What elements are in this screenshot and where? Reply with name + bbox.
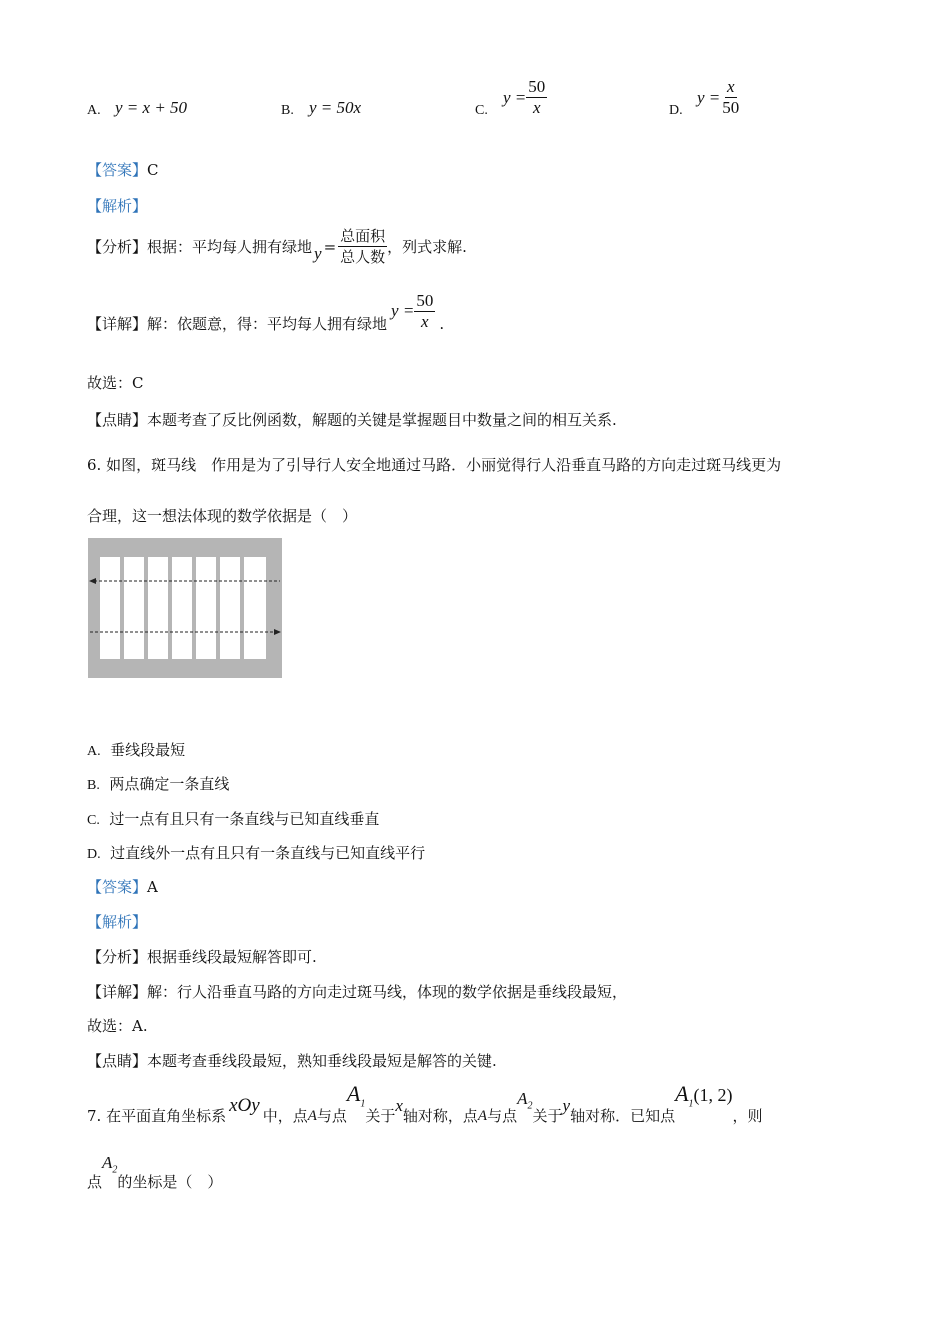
q6-option-a (87, 740, 185, 762)
option-text: 两点确定一条直线 (109, 775, 230, 793)
q7-point-a1-sub: 1 (360, 1098, 366, 1109)
option-d-denominator: 50 (722, 98, 740, 117)
q6-option-c (87, 809, 379, 831)
q7-point-a2-letter: A (102, 1152, 113, 1172)
q7-point-a2-sub: 2 (527, 1100, 533, 1111)
q7-point-a2 (102, 1153, 117, 1180)
q7-point-a1 (346, 1080, 366, 1114)
q7-text: 轴对称．已知点 (570, 1107, 676, 1125)
q7-point-a2 (517, 1089, 532, 1116)
fenxi-tag: 【分析】 (87, 948, 148, 966)
option-c-denominator: x (533, 98, 541, 117)
fenxi-text: 根据：平均每人拥有绿地 (147, 237, 313, 256)
zebra-stripe (172, 557, 192, 659)
answer-value: A (147, 878, 158, 896)
zebra-crossing-figure (88, 538, 282, 678)
q7-text: 的坐标是（ ） (117, 1173, 223, 1191)
option-label: D. (87, 847, 101, 862)
option-label: C. (87, 813, 100, 828)
fenxi-tag: 【分析】 (87, 237, 148, 256)
q7-point-a1-letter: A (346, 1080, 361, 1106)
q6-xiangjie (87, 982, 627, 1002)
q6-dianjing (87, 1051, 497, 1071)
fenxi-numerator: 总面积 (340, 227, 386, 245)
fenxi-eq: = (323, 237, 337, 256)
option-text: 过直线外一点有且只有一条直线与已知直线平行 (110, 844, 426, 862)
q6-stem-line-2: 合理，这一想法体现的数学依据是（ ） (87, 507, 358, 525)
fenxi-denominator: 总人数 (340, 248, 386, 266)
zebra-stripe (244, 557, 266, 659)
xiangjie-tail: . (439, 315, 445, 333)
dianjing-text: 本题考查了反比例函数，解题的关键是掌握题目中数量之间的相互关系. (147, 411, 617, 429)
q7-point-a2-letter: A (517, 1088, 528, 1108)
option-b-label: B. (281, 103, 294, 118)
q6-analysis-tag: 【解析】 (87, 913, 148, 931)
q6-fenxi (87, 947, 317, 967)
q7-text: 点 (87, 1173, 103, 1191)
option-d-lhs: y = (697, 87, 721, 107)
option-c-fraction (526, 77, 547, 118)
q7-point-a: A (307, 1108, 317, 1124)
option-c-expression (503, 77, 547, 118)
q6-answer (87, 877, 158, 897)
q7-text: 7. 在平面直角坐标系 (87, 1107, 227, 1125)
q5-fenxi (87, 226, 467, 267)
option-b-expression: y = 50x (309, 98, 362, 117)
dianjing-tag: 【点睛】 (87, 1052, 148, 1070)
option-d-expression (697, 77, 741, 118)
zebra-stripe (148, 557, 168, 659)
q7-coordinate: (1, 2) (693, 1084, 733, 1105)
q7-text: 关于 (365, 1107, 396, 1125)
option-d-fraction (720, 77, 741, 118)
q7-stem-line-1 (87, 1080, 763, 1126)
fenxi-fraction (338, 226, 387, 267)
q5-guxuan: 故选：C (87, 374, 144, 392)
xiangjie-fraction (414, 291, 435, 332)
q5-answer (87, 160, 159, 180)
zebra-stripe (100, 557, 120, 659)
option-a-expression: y = x + 50 (115, 98, 188, 117)
q6-stem-line-1: 6. 如图，斑马线 作用是为了引导行人安全地通过马路．小丽觉得行人沿垂直马路的方向走过斑马线更为 (87, 456, 782, 474)
option-text: 垂线段最短 (110, 741, 186, 759)
q7-axis-y: y (562, 1096, 571, 1115)
fenxi-y: y (314, 243, 322, 263)
q5-analysis-tag: 【解析】 (87, 197, 148, 215)
option-d-label: D. (669, 103, 683, 118)
option-c-lhs: y = (503, 87, 527, 107)
dianjing-text: 本题考查垂线段最短，熟知垂线段最短是解答的关键. (147, 1052, 497, 1070)
xiangjie-denominator: x (421, 311, 429, 331)
q6-guxuan: 故选：A. (87, 1017, 148, 1035)
q7-text: 与点 (316, 1107, 347, 1125)
option-c-numerator: 50 (528, 77, 546, 96)
fenxi-tail: ，列式求解. (387, 237, 467, 256)
q5-dianjing (87, 410, 617, 430)
option-a-label: A. (87, 103, 101, 118)
q7-text: ，则 (732, 1107, 763, 1125)
option-text: 过一点有且只有一条直线与已知直线垂直 (109, 810, 380, 828)
q7-point-a1-known (675, 1080, 733, 1114)
answer-tag: 【答案】 (87, 161, 148, 179)
q5-xiangjie (87, 288, 444, 334)
q7-text: 中，点 (262, 1107, 308, 1125)
xiangjie-lhs: y = (391, 301, 415, 320)
answer-value: C (147, 161, 159, 179)
q6-option-b (87, 774, 229, 796)
q7-text: 轴对称，点 (402, 1107, 478, 1125)
q7-point-a: A (477, 1108, 488, 1124)
q7-stem-line-2 (87, 1152, 222, 1192)
xiangjie-tag: 【详解】 (87, 983, 148, 1001)
option-d-numerator: x (727, 77, 735, 96)
q7-point-a1-sub: 1 (688, 1098, 694, 1109)
xiangjie-numerator: 50 (416, 290, 434, 310)
dianjing-tag: 【点睛】 (87, 411, 148, 429)
zebra-stripe (196, 557, 216, 659)
zebra-stripe (220, 557, 240, 659)
q6-option-d (87, 843, 425, 865)
fenxi-text: 根据垂线段最短解答即可. (147, 948, 317, 966)
xiangjie-text: 解：行人沿垂直马路的方向走过斑马线，体现的数学依据是垂线段最短， (147, 983, 628, 1001)
q7-axis-x: x (395, 1096, 403, 1115)
option-label: B. (87, 778, 100, 793)
xiangjie-tag: 【详解】 (87, 315, 148, 333)
q7-xoy: xOy (229, 1095, 260, 1116)
q7-point-a2-sub: 2 (112, 1164, 118, 1175)
q7-text: 与点 (487, 1107, 518, 1125)
option-label: A. (87, 744, 101, 759)
xiangjie-text: 解：依题意，得：平均每人拥有绿地 (147, 315, 388, 333)
q7-text: 关于 (532, 1107, 563, 1125)
zebra-stripe (124, 557, 144, 659)
q7-point-a1-letter: A (675, 1080, 689, 1106)
answer-tag: 【答案】 (87, 878, 148, 896)
option-c-label: C. (475, 103, 488, 118)
